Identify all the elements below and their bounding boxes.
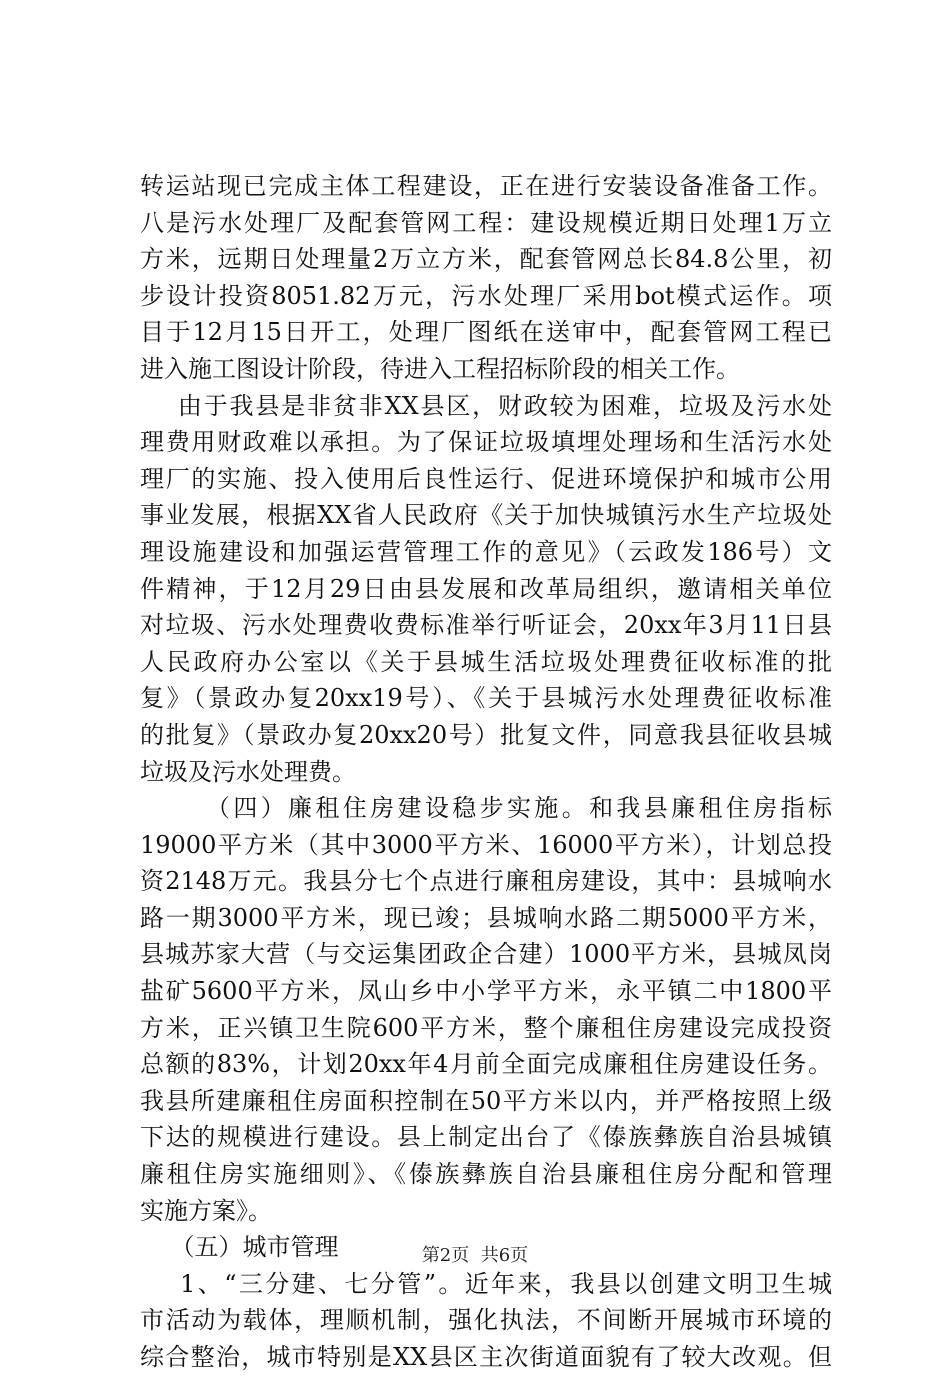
text-line: 件精神，于12月29日由县发展和改革局组织，邀请相关单位 <box>140 574 832 603</box>
text-line: 人民政府办公室以《关于县城生活垃圾处理费征收标准的批 <box>140 647 832 676</box>
text-line: 廉租住房实施细则》、《傣族彝族自治县廉租住房分配和管理 <box>140 1160 832 1189</box>
text-line: （四）廉租住房建设稳步实施。和我县廉租住房指标 <box>140 794 832 823</box>
text-line: 总额的83%，计划20xx年4月前全面完成廉租住房建设任务。 <box>140 1050 832 1079</box>
text-line: 下达的规模进行建设。县上制定出台了《傣族彝族自治县城镇 <box>140 1123 832 1152</box>
text-line: 的批复》（景政办复20xx20号）批复文件，同意我县征收县城 <box>140 720 832 749</box>
text-line: 复》（景政办复20xx19号）、《关于县城污水处理费征收标准 <box>140 684 832 713</box>
section-heading: （五）城市管理 <box>140 1233 339 1262</box>
text-line: 路一期3000平方米，现已竣；县城响水路二期5000平方米， <box>140 903 832 932</box>
text-line: 实施方案》。 <box>140 1196 272 1225</box>
text-line: 我县所建廉租住房面积控制在50平方米以内，并严格按照上级 <box>140 1086 832 1115</box>
text-line: 方米，远期日处理量2万立方米，配套管网总长84.8公里，初 <box>140 245 832 274</box>
document-body <box>140 168 832 1376</box>
text-line: 步设计投资8051.82万元，污水处理厂采用bot模式运作。项 <box>140 281 832 310</box>
text-line: 19000平方米（其中3000平方米、16000平方米），计划总投 <box>140 830 832 859</box>
text-line: 综合整治，城市特别是XX县区主次街道面貌有了较大改观。但 <box>140 1343 832 1371</box>
text-line: 对垃圾、污水处理费收费标准举行听证会，20xx年3月11日县 <box>140 611 832 640</box>
text-line: 资2148万元。我县分七个点进行廉租房建设，其中：县城响水 <box>140 867 832 896</box>
text-line: 理设施建设和加强运营管理工作的意见》（云政发186号）文 <box>140 537 832 566</box>
text-line: 由于我县是非贫非XX县区，财政较为困难，垃圾及污水处 <box>140 391 832 420</box>
text-line: 方米，正兴镇卫生院600平方米，整个廉租住房建设完成投资 <box>140 1013 832 1042</box>
text-line: 八是污水处理厂及配套管网工程：建设规模近期日处理1万立 <box>140 208 832 237</box>
text-line: 县城苏家大营（与交运集团政企合建）1000平方米，县城凤岗 <box>140 940 832 969</box>
text-line: 事业发展，根据XX省人民政府《关于加快城镇污水生产垃圾处 <box>140 501 832 530</box>
text-line: 进入施工图设计阶段，待进入工程招标阶段的相关工作。 <box>140 354 740 383</box>
page-number-footer: 第2页 共6页 <box>421 1245 529 1266</box>
text-line: 理费用财政难以承担。为了保证垃圾填埋处理场和生活污水处 <box>140 428 832 457</box>
text-line: 目于12月15日开工，处理厂图纸在送审中，配套管网工程已 <box>140 318 832 347</box>
text-line: 盐矿5600平方米，凤山乡中小学平方米，永平镇二中1800平 <box>140 977 832 1006</box>
text-line: 理厂的实施、投入使用后良性运行、促进环境保护和城市公用 <box>140 464 832 493</box>
text-line: 转运站现已完成主体工程建设，正在进行安装设备准备工作。 <box>140 172 832 200</box>
text-line: 1、“三分建、七分管”。近年来，我县以创建文明卫生城 <box>140 1269 832 1298</box>
text-line: 垃圾及污水处理费。 <box>140 757 356 786</box>
text-line: 市活动为载体，理顺机制，强化执法，不间断开展城市环境的 <box>140 1306 832 1335</box>
